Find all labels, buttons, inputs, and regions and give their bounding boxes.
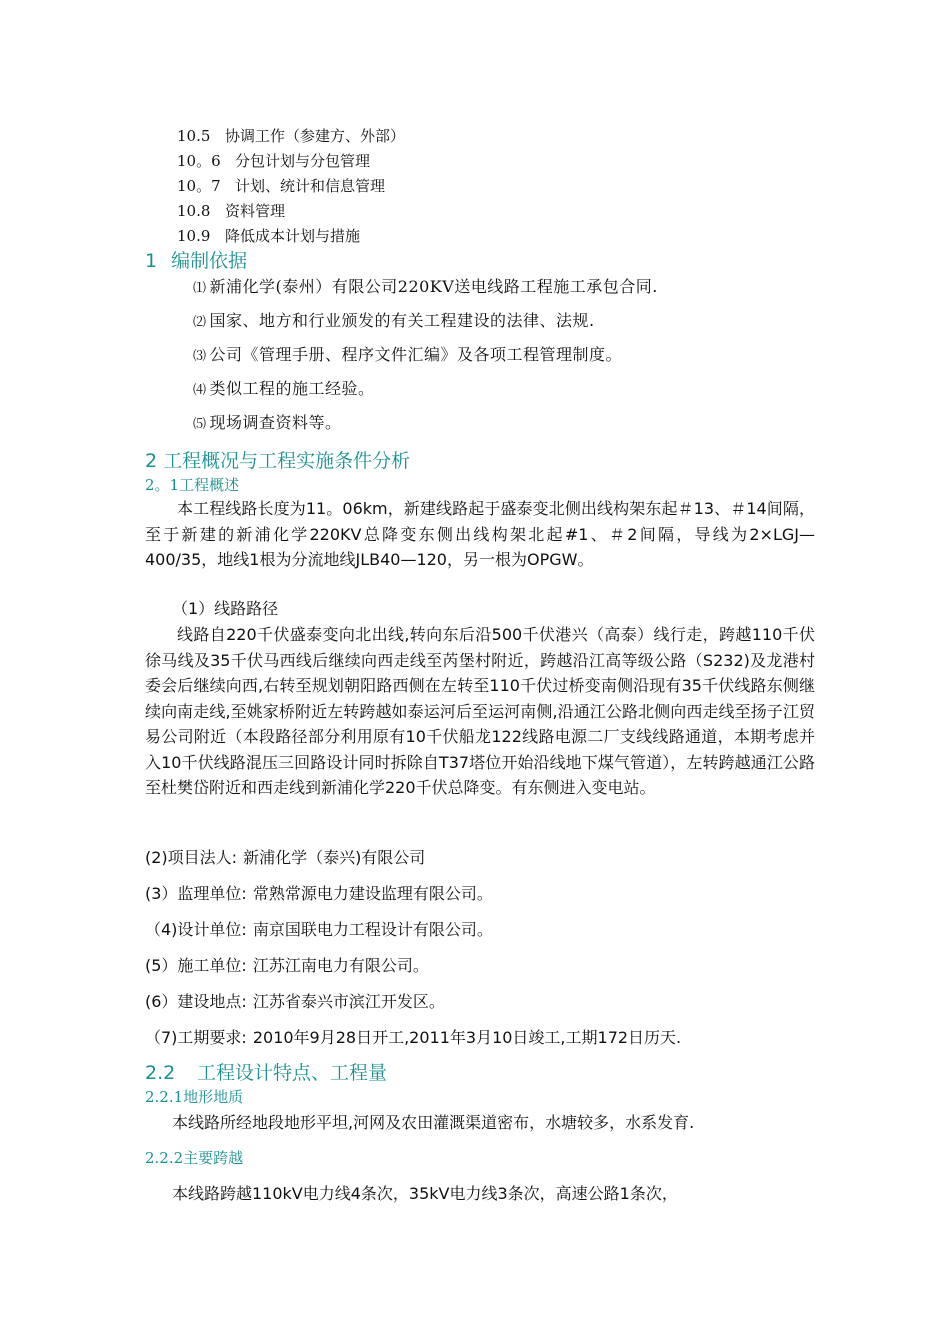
crossing-heading: 2.2.2主要跨越	[145, 1149, 244, 1167]
info-item: (3）监理单位: 常熟常源电力建设监理有限公司。	[145, 884, 493, 903]
crossing-paragraph: 本线路跨越110kV电力线4条次，35kV电力线3条次，高速公路1条次，	[172, 1184, 678, 1203]
section-2-2-heading: 2.2 工程设计特点、工程量	[145, 1062, 388, 1084]
table-of-contents	[177, 124, 405, 249]
route-paragraph: 线路自220千伏盛泰变向北出线,转向东后沿500千伏港兴（高泰）线行走，跨越110千伏徐马线及35千伏马西线后继续向西走线至芮堡村附近，跨越沿江高等级公路（S232)及龙港村委会后继续向西,右转至规划朝阳路西侧在左转至110千伏过桥变南侧沿现有35千伏线路东侧继续向南走线,至姚家桥附近左转跨越如泰运河后至运河南侧,沿通江公路北侧向西走线至扬子江贸易公司附近（本段路径部分利用原有10千伏船龙122线路电源二厂支线线路通道，本期考虑并入10千伏线路混压三回路设计同时拆除自T37塔位开始沿线地下煤气管道），左转跨越通江公路至杜樊岱附近和西走线到新浦化学220千伏总降变。有东侧进入变电站。	[145, 625, 815, 797]
toc-item: 10。7 计划、统计和信息管理	[177, 177, 386, 195]
list-item: ⑵ 国家、地方和行业颁发的有关工程建设的法律、法规.	[193, 311, 595, 330]
section-2-1-heading: 2。1工程概述	[145, 476, 240, 494]
project-info-list	[145, 846, 681, 1062]
list-item: ⑶ 公司《管理手册、程序文件汇编》及各项工程管理制度。	[193, 345, 623, 364]
section-1-heading: 1 编制依据	[145, 250, 248, 272]
toc-item: 10.9 降低成本计划与措施	[177, 227, 361, 245]
basis-list	[193, 270, 658, 440]
route-heading: （1）线路路径	[172, 599, 279, 618]
toc-item: 10.8 资料管理	[177, 202, 286, 220]
info-item: （4)设计单位: 南京国联电力工程设计有限公司。	[145, 920, 493, 939]
list-item: ⑴ 新浦化学(泰州）有限公司220KV送电线路工程施工承包合同.	[193, 277, 658, 296]
info-item: (2)项目法人: 新浦化学（泰兴)有限公司	[145, 848, 426, 867]
info-item: (5）施工单位: 江苏江南电力有限公司。	[145, 956, 429, 975]
info-item: (6）建设地点: 江苏省泰兴市滨江开发区。	[145, 992, 445, 1011]
info-item: （7)工期要求: 2010年9月28日开工,2011年3月10日竣工,工期172日历天.	[145, 1028, 682, 1047]
overview-paragraph: 本工程线路长度为11。06km，新建线路起于盛泰变北侧出线构架东起＃13、＃14间隔，至于新建的新浦化学220KV总降变东侧出线构架北起#1、＃2间隔，导线为2×LGJ—400/35，地线1根为分流地线JLB40—120，另一根为OPGW。	[145, 499, 815, 569]
terrain-paragraph: 本线路所经地段地形平坦,河网及农田灌溉渠道密布，水塘较多，水系发育.	[172, 1113, 695, 1132]
list-item: ⑷ 类似工程的施工经验。	[193, 379, 375, 398]
list-item: ⑸ 现场调查资料等。	[193, 413, 342, 432]
terrain-heading: 2.2.1地形地质	[145, 1088, 244, 1106]
section-2-heading: 2 工程概况与工程实施条件分析	[145, 450, 411, 472]
toc-item: 10。6 分包计划与分包管理	[177, 152, 371, 170]
toc-item: 10.5 协调工作（参建方、外部）	[177, 127, 406, 145]
